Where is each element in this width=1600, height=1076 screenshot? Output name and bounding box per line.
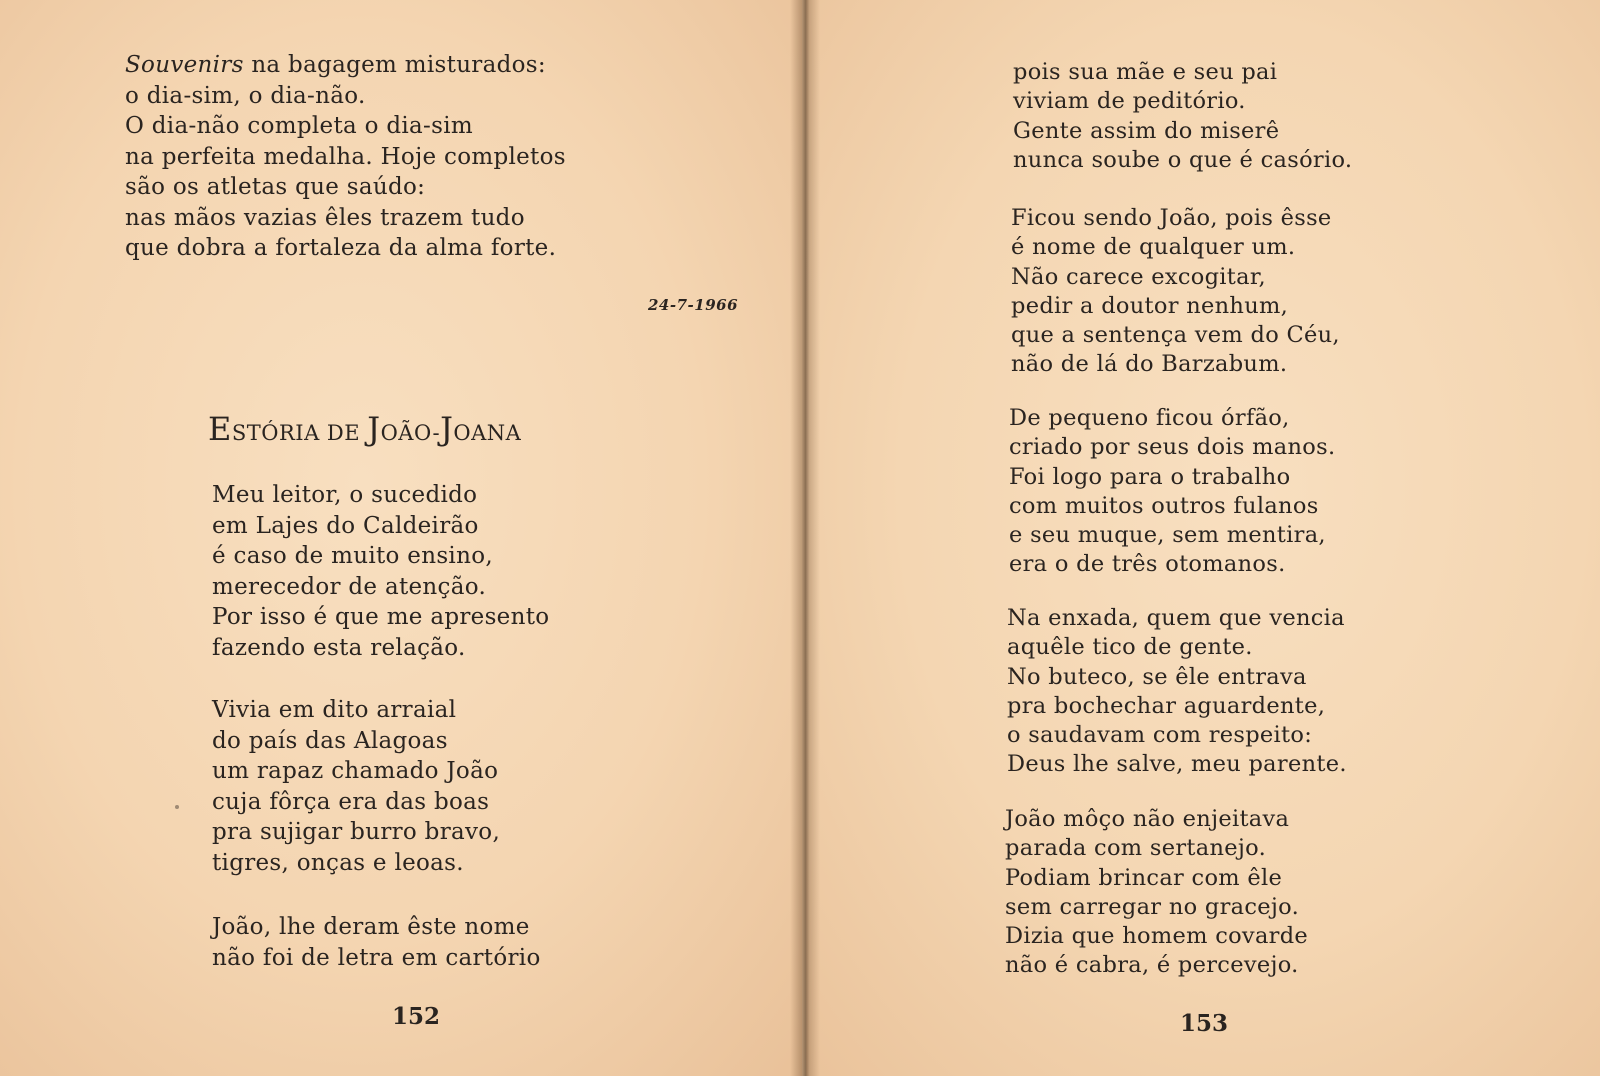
verse-line: com muitos outros fulanos <box>1009 492 1319 519</box>
verse-line: pedir a doutor nenhum, <box>1011 292 1289 319</box>
verse-line: Podiam brincar com êle <box>1005 864 1283 891</box>
right-page <box>806 0 1600 1076</box>
left-stanza-4 <box>212 912 541 973</box>
verse-line: e seu muque, sem mentira, <box>1009 522 1326 549</box>
verse-line: o dia-sim, o dia-não. <box>125 82 366 109</box>
verse-line: fazendo esta relação. <box>212 634 466 661</box>
verse-line: o saudavam com respeito: <box>1007 722 1313 749</box>
left-stanza-1 <box>125 50 566 264</box>
right-stanza-3 <box>1009 404 1335 580</box>
verse-line: parada com sertanejo. <box>1005 835 1267 862</box>
verse-line: Deus lhe salve, meu parente. <box>1007 751 1347 778</box>
verse-line: merecedor de atenção. <box>212 573 487 600</box>
verse-line: que a sentença vem do Céu, <box>1011 322 1340 349</box>
verse-line: não de lá do Barzabum. <box>1011 351 1288 378</box>
ink-speck <box>175 805 179 809</box>
verse-line: são os atletas que saúdo: <box>125 174 426 200</box>
verse-line: um rapaz chamado João <box>212 758 499 784</box>
souvenirs-word: Souvenirs <box>125 52 244 78</box>
verse-line: Foi logo para o trabalho <box>1009 463 1291 490</box>
book-gutter <box>790 0 820 1076</box>
verse-line: pra bochechar aguardente, <box>1007 692 1326 719</box>
right-stanza-2 <box>1011 204 1340 380</box>
verse-line: nunca soube o que é casório. <box>1013 146 1353 173</box>
poem-date: 24-7-1966 <box>648 296 739 314</box>
verse-line: João, lhe deram êste nome <box>212 914 530 940</box>
verse-line: De pequeno ficou órfão, <box>1009 405 1290 431</box>
verse-line: cuja fôrça era das boas <box>212 788 490 815</box>
verse-line: tigres, onças e leoas. <box>212 849 464 876</box>
verse-line: criado por seus dois manos. <box>1009 434 1336 461</box>
verse-line: que dobra a fortaleza da alma forte. <box>125 235 557 261</box>
verse-line: aquêle tico de gente. <box>1007 634 1253 661</box>
verse-line: do país das Alagoas <box>212 727 448 754</box>
page-number-left: 152 <box>392 1003 441 1030</box>
verse-line: viviam de peditório. <box>1013 88 1246 115</box>
verse-line: é nome de qualquer um. <box>1011 234 1296 261</box>
verse-line: Meu leitor, o sucedido <box>212 482 478 508</box>
verse-line: O dia-não completa o dia-sim <box>125 113 473 139</box>
poem-title: ESTÓRIA DE JOÃO-JOANA <box>208 410 522 448</box>
verse-line: é caso de muito ensino, <box>212 543 493 569</box>
page-number-right: 153 <box>1180 1010 1229 1037</box>
verse-line: nas mãos vazias êles trazem tudo <box>125 204 525 231</box>
verse-line: Não carece excogitar, <box>1011 263 1266 290</box>
verse-line: sem carregar no gracejo. <box>1005 893 1300 920</box>
verse-line: No buteco, se êle entrava <box>1007 663 1307 690</box>
verse-line: em Lajes do Caldeirão <box>212 512 479 539</box>
verse-line: não foi de letra em cartório <box>212 944 541 971</box>
right-stanza-4 <box>1007 604 1347 780</box>
verse-line: pois sua mãe e seu pai <box>1013 59 1278 85</box>
verse-line: na perfeita medalha. Hoje completos <box>125 143 566 170</box>
left-stanza-2 <box>212 480 549 663</box>
verse-line: Vivia em dito arraial <box>212 697 457 723</box>
verse-line: Por isso é que me apresento <box>212 604 550 630</box>
verse-line: Ficou sendo João, pois êsse <box>1011 205 1332 231</box>
verse-line: era o de três otomanos. <box>1009 551 1286 578</box>
verse-line: Dizia que homem covarde <box>1005 923 1309 950</box>
verse-line: Na enxada, quem que vencia <box>1007 605 1345 631</box>
right-stanza-1 <box>1013 58 1352 175</box>
right-stanza-5 <box>1005 805 1308 981</box>
verse-line: João môço não enjeitava <box>1005 806 1290 832</box>
verse-line: não é cabra, é percevejo. <box>1005 952 1299 979</box>
verse-line: pra sujigar burro bravo, <box>212 819 501 845</box>
left-stanza-3 <box>212 695 500 878</box>
verse-line: Souvenirs na bagagem misturados: <box>125 52 546 78</box>
verse-line: Gente assim do miserê <box>1013 117 1280 144</box>
